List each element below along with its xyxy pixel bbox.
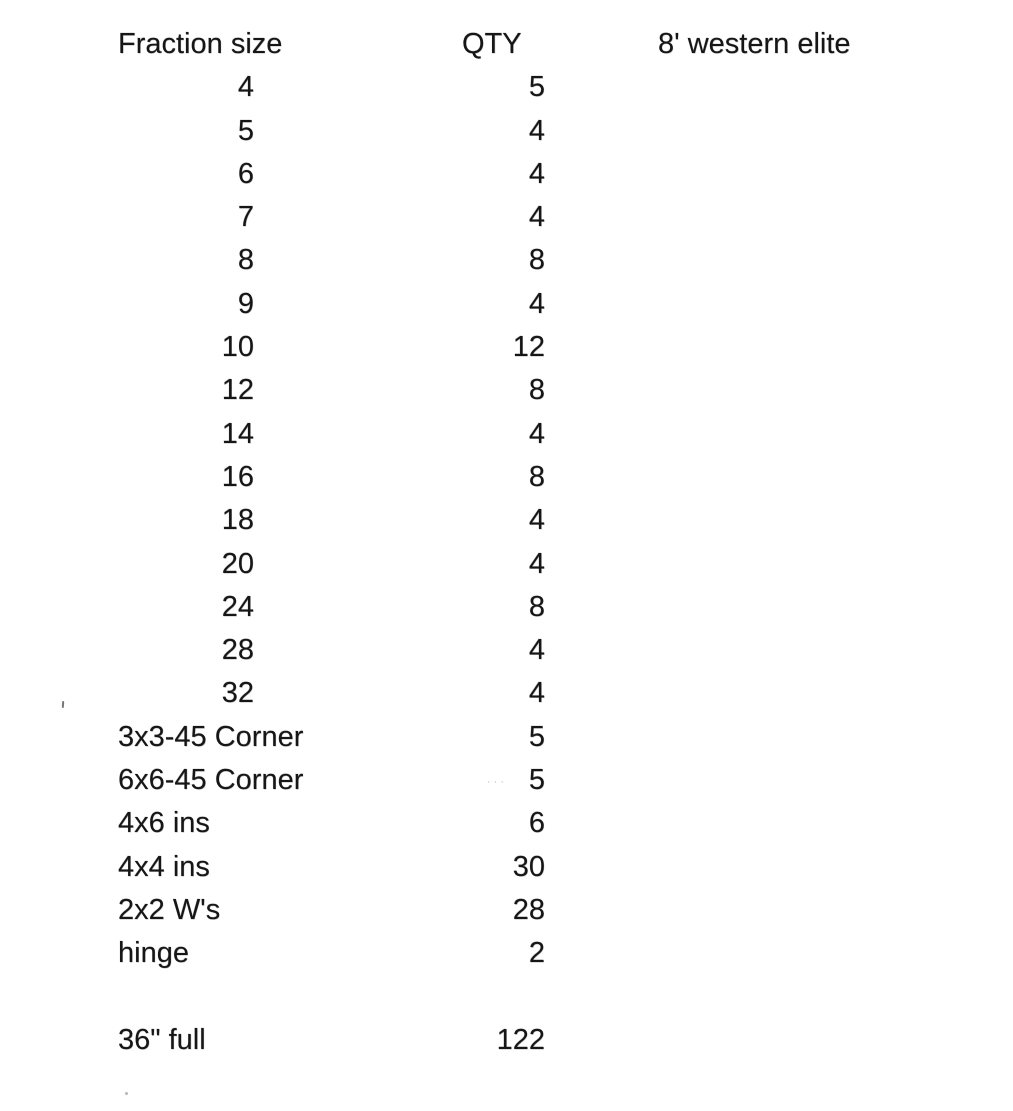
fraction-cell: 28 bbox=[221, 634, 254, 667]
qty-cell: 5 bbox=[528, 764, 545, 797]
western-elite-note: 8' western elite bbox=[658, 28, 851, 60]
table-row bbox=[0, 283, 1013, 326]
qty-column-header: QTY bbox=[462, 28, 522, 60]
fraction-cell: 6 bbox=[237, 157, 254, 190]
fraction-cell: 9 bbox=[237, 287, 254, 320]
scan-speck bbox=[125, 1092, 128, 1095]
qty-cell: 4 bbox=[528, 287, 545, 320]
fraction-cell: 5 bbox=[237, 114, 254, 147]
table-row bbox=[0, 499, 1013, 542]
fraction-cell: 14 bbox=[221, 417, 254, 450]
table-header-row bbox=[0, 23, 1013, 66]
fraction-cell: 36" full bbox=[118, 1023, 206, 1056]
table-row bbox=[0, 110, 1013, 153]
fraction-cell: hinge bbox=[118, 937, 189, 970]
qty-cell: 8 bbox=[528, 460, 545, 493]
qty-cell: 4 bbox=[528, 504, 545, 537]
qty-cell: 5 bbox=[528, 720, 545, 753]
table-row bbox=[0, 239, 1013, 282]
table-row bbox=[0, 846, 1013, 889]
qty-cell: 4 bbox=[528, 201, 545, 234]
qty-cell: 8 bbox=[528, 374, 545, 407]
fraction-cell: 4x6 ins bbox=[118, 807, 210, 840]
table-row bbox=[0, 153, 1013, 196]
qty-cell: 4 bbox=[528, 677, 545, 710]
table-row bbox=[0, 543, 1013, 586]
table-row bbox=[0, 66, 1013, 109]
tally-table bbox=[0, 23, 1013, 1062]
fraction-cell: 20 bbox=[221, 547, 254, 580]
table-row bbox=[0, 932, 1013, 975]
fraction-cell: 24 bbox=[221, 590, 254, 623]
fraction-cell: 2x2 W's bbox=[118, 893, 221, 926]
qty-cell: 4 bbox=[528, 634, 545, 667]
qty-cell: 4 bbox=[528, 417, 545, 450]
qty-cell: 30 bbox=[512, 850, 545, 883]
qty-cell: 8 bbox=[528, 244, 545, 277]
qty-cell: 4 bbox=[528, 547, 545, 580]
table-row bbox=[0, 586, 1013, 629]
table-row bbox=[0, 802, 1013, 845]
qty-cell: 122 bbox=[496, 1023, 545, 1056]
table-row bbox=[0, 889, 1013, 932]
fraction-cell: 18 bbox=[221, 504, 254, 537]
fraction-cell: 8 bbox=[237, 244, 254, 277]
qty-cell: 12 bbox=[512, 331, 545, 364]
qty-cell: 4 bbox=[528, 157, 545, 190]
table-row-empty bbox=[0, 976, 1013, 1019]
table-row bbox=[0, 196, 1013, 239]
fraction-cell: 6x6-45 Corner bbox=[118, 764, 304, 797]
fraction-cell: 4x4 ins bbox=[118, 850, 210, 883]
qty-cell: 2 bbox=[528, 937, 545, 970]
fraction-cell: 32 bbox=[221, 677, 254, 710]
fraction-cell: 10 bbox=[221, 331, 254, 364]
qty-cell: 4 bbox=[528, 114, 545, 147]
qty-cell: 6 bbox=[528, 807, 545, 840]
fraction-cell: 16 bbox=[221, 460, 254, 493]
table-row bbox=[0, 413, 1013, 456]
table-row bbox=[0, 629, 1013, 672]
fraction-cell: 7 bbox=[237, 201, 254, 234]
qty-cell: 28 bbox=[512, 893, 545, 926]
fraction-size-column-header: Fraction size bbox=[118, 28, 283, 60]
table-row bbox=[0, 672, 1013, 715]
qty-cell: 5 bbox=[528, 71, 545, 104]
scan-smudge: ··· bbox=[487, 776, 507, 788]
table-row bbox=[0, 326, 1013, 369]
table-row bbox=[0, 369, 1013, 412]
table-row-total bbox=[0, 1019, 1013, 1062]
qty-cell: 8 bbox=[528, 590, 545, 623]
fraction-cell: 3x3-45 Corner bbox=[118, 720, 304, 753]
table-row bbox=[0, 456, 1013, 499]
fraction-cell: 4 bbox=[237, 71, 254, 104]
table-row bbox=[0, 716, 1013, 759]
fraction-cell: 12 bbox=[221, 374, 254, 407]
qty-cell bbox=[350, 976, 545, 1019]
